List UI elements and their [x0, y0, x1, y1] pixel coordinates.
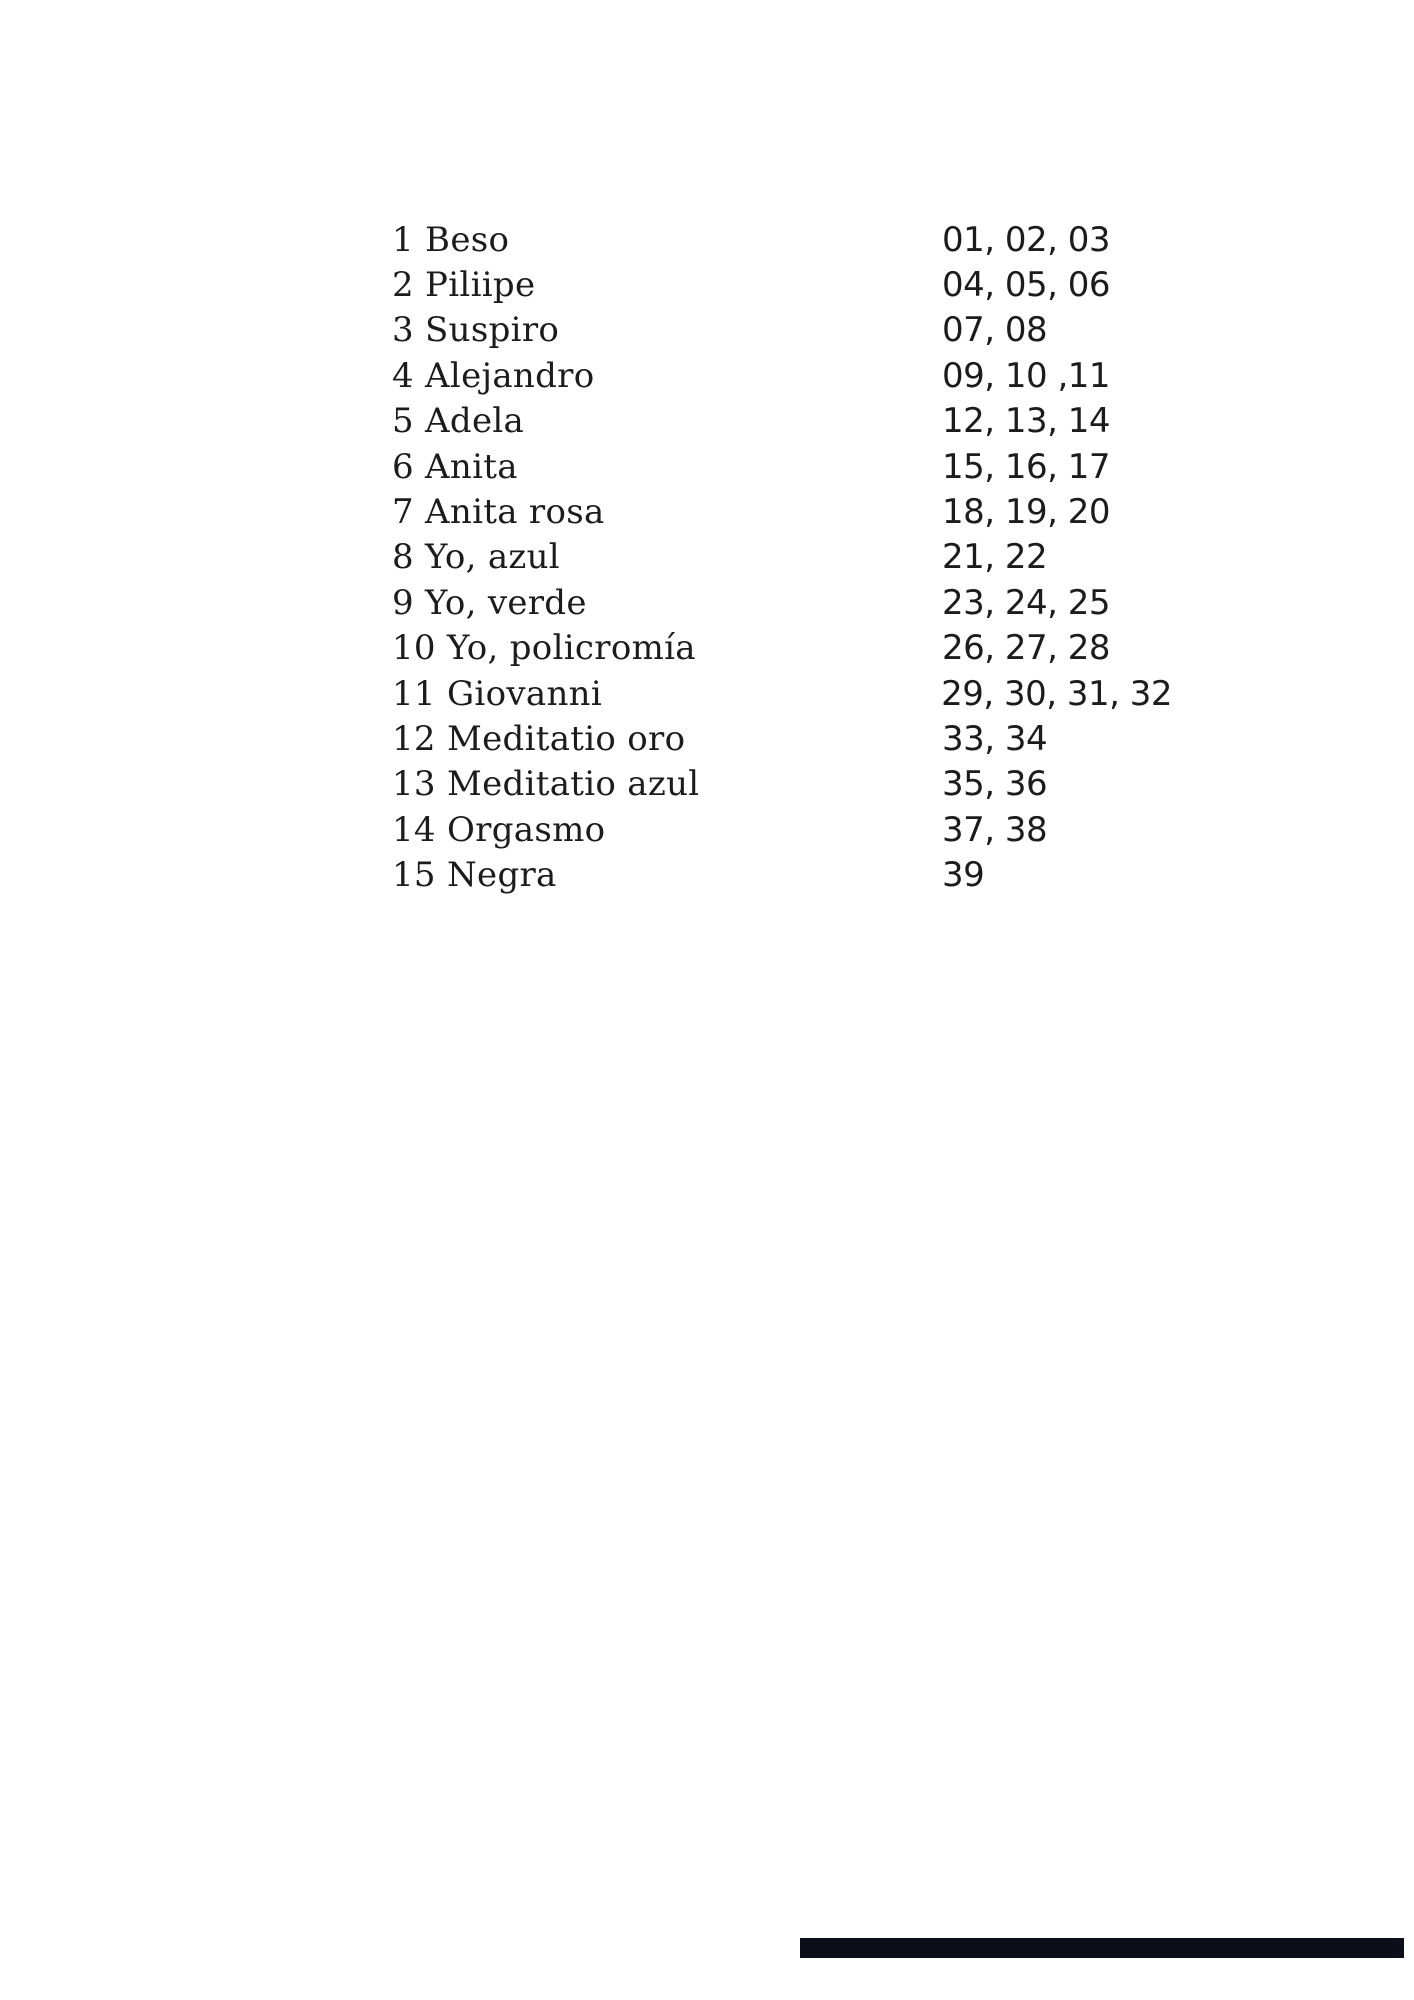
index-pages: 18, 19, 20	[942, 492, 1111, 533]
index-row	[392, 353, 1172, 398]
footer-bar	[800, 1938, 1404, 1958]
index-title: 14 Orgasmo	[392, 809, 606, 850]
index-row	[392, 535, 1172, 580]
index-row	[392, 626, 1172, 671]
index-title: 13 Meditatio azul	[392, 764, 700, 805]
index-row	[392, 308, 1172, 353]
index-row	[392, 762, 1172, 807]
index-title: 5 Adela	[392, 401, 525, 442]
index-row	[392, 671, 1172, 716]
index-title: 10 Yo, policromía	[392, 628, 696, 669]
index-title: 15 Negra	[392, 855, 557, 896]
index-pages: 33, 34	[942, 718, 1048, 759]
index-title: 7 Anita rosa	[392, 492, 605, 533]
index-title: 9 Yo, verde	[392, 582, 587, 623]
index-pages: 39	[942, 855, 985, 896]
index-row	[392, 716, 1172, 761]
index-title: 3 Suspiro	[392, 310, 560, 351]
index-title: 8 Yo, azul	[392, 537, 560, 578]
index-pages: 09, 10 ,11	[942, 355, 1111, 396]
index-pages: 01, 02, 03	[942, 219, 1111, 260]
index-title: 11 Giovanni	[392, 673, 603, 714]
index-pages: 12, 13, 14	[942, 401, 1111, 442]
index-pages: 37, 38	[942, 809, 1048, 850]
index-title: 1 Beso	[392, 219, 510, 260]
index-row	[392, 399, 1172, 444]
index-pages: 35, 36	[942, 764, 1048, 805]
index-pages: 07, 08	[942, 310, 1048, 351]
index-list	[392, 217, 1172, 898]
index-pages: 15, 16, 17	[942, 446, 1111, 487]
index-row	[392, 217, 1172, 262]
index-row	[392, 489, 1172, 534]
index-pages: 23, 24, 25	[942, 582, 1111, 623]
index-title: 6 Anita	[392, 446, 518, 487]
index-pages: 29, 30, 31, 32	[941, 673, 1172, 714]
index-title: 2 Piliipe	[392, 265, 536, 306]
index-row	[392, 852, 1172, 897]
index-pages: 26, 27, 28	[942, 628, 1111, 669]
index-pages: 21, 22	[942, 537, 1048, 578]
index-row	[392, 262, 1172, 307]
index-row	[392, 444, 1172, 489]
index-row	[392, 580, 1172, 625]
index-pages: 04, 05, 06	[942, 265, 1111, 306]
index-title: 4 Alejandro	[392, 355, 595, 396]
index-title: 12 Meditatio oro	[392, 718, 686, 759]
index-row	[392, 807, 1172, 852]
